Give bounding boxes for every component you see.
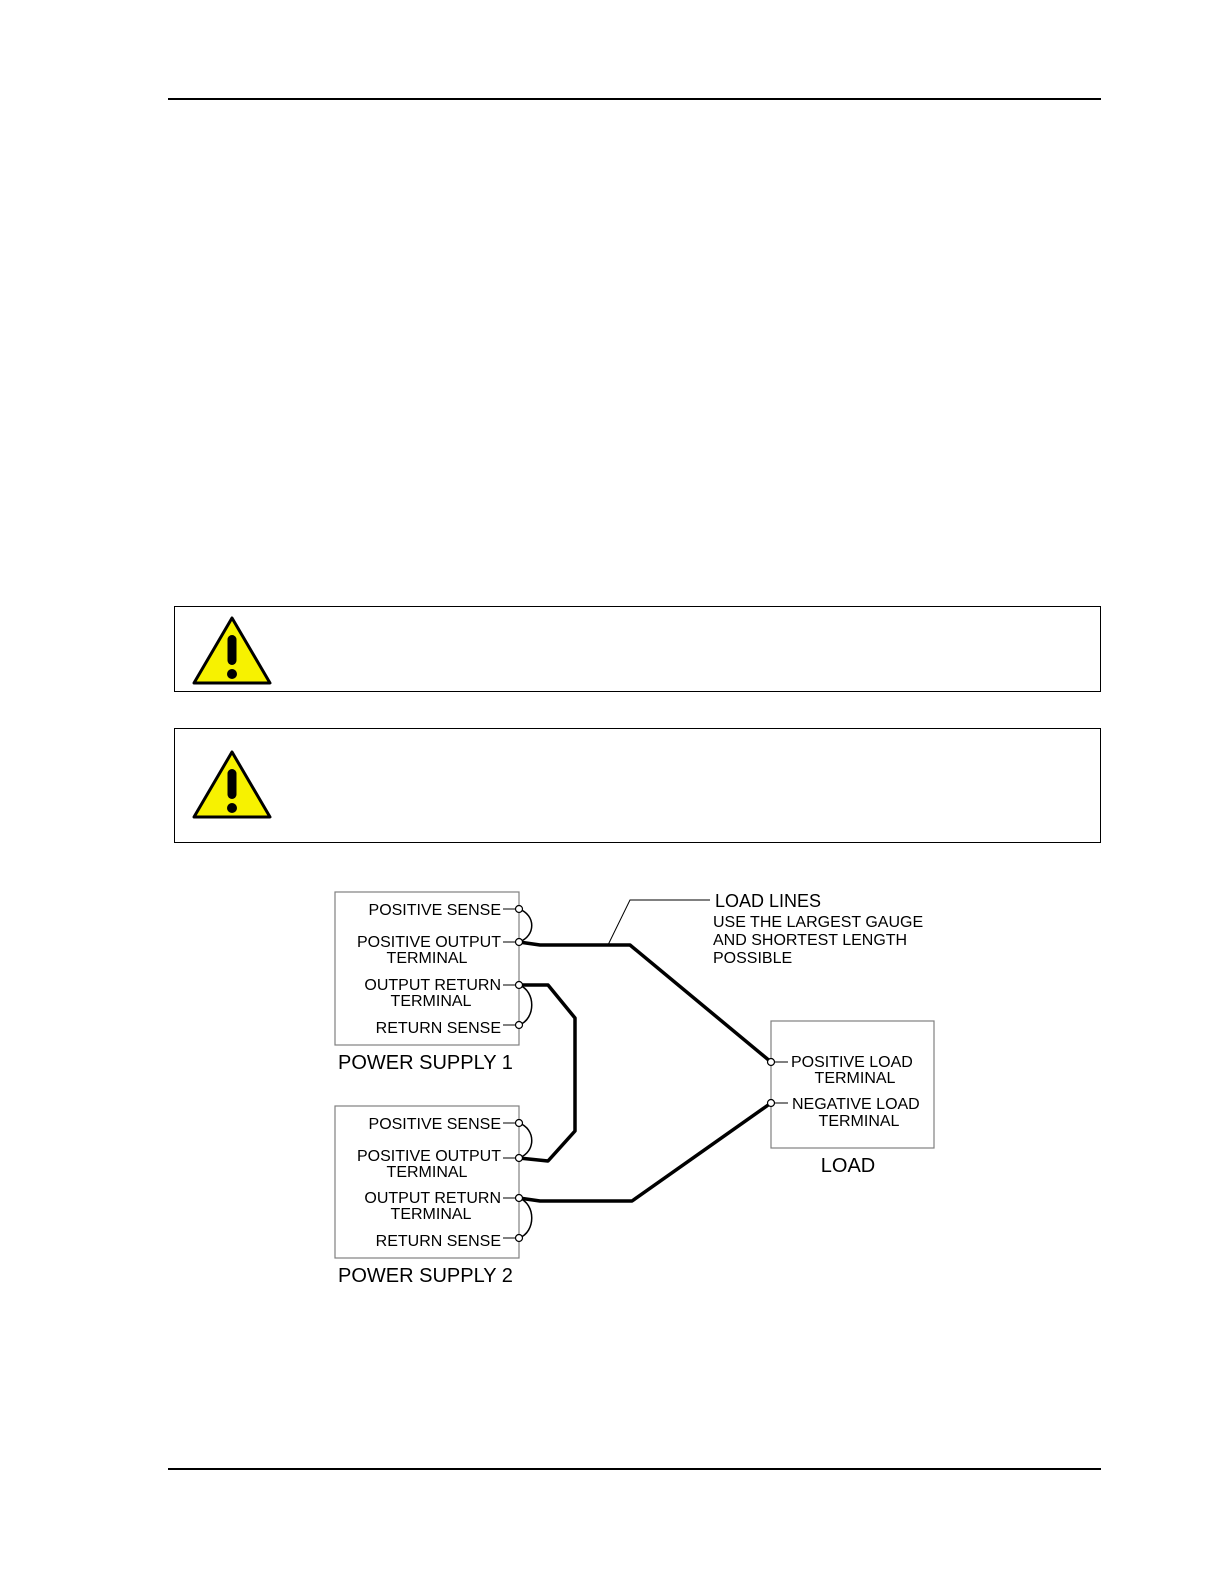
power-supply-1-title: POWER SUPPLY 1	[338, 1052, 513, 1074]
ps2-positive-output-label: POSITIVE OUTPUT	[356, 1148, 501, 1165]
footer-rule	[168, 1468, 1101, 1470]
power-supply-2-title: POWER SUPPLY 2	[338, 1265, 513, 1287]
ps1-positive-sense-label: POSITIVE SENSE	[368, 902, 501, 919]
ps2-output-return-label: OUTPUT RETURN	[364, 1190, 501, 1207]
series-link-line	[519, 985, 575, 1161]
load-lines-callout-line-1: USE THE LARGEST GAUGE	[713, 914, 924, 931]
ps2-positive-sense-label: POSITIVE SENSE	[368, 1116, 501, 1133]
ps2-output-return-label-2: TERMINAL	[390, 1206, 472, 1223]
positive-load-terminal-label-2: TERMINAL	[814, 1070, 896, 1087]
load-lines-callout-line-3: POSSIBLE	[713, 950, 793, 967]
negative-load-terminal-label-2: TERMINAL	[818, 1113, 900, 1130]
load-lines-callout-line-2: AND SHORTEST LENGTH	[713, 932, 908, 949]
ps2-positive-output-label-2: TERMINAL	[386, 1164, 468, 1181]
positive-load-terminal-label: POSITIVE LOAD	[791, 1054, 913, 1071]
ps1-output-return-label-2: TERMINAL	[390, 993, 472, 1010]
negative-load-terminal-label: NEGATIVE LOAD	[792, 1096, 920, 1113]
load-lines-callout-title: LOAD LINES	[715, 891, 822, 911]
ps1-return-sense-label: RETURN SENSE	[375, 1020, 501, 1037]
callout-leader	[608, 900, 710, 945]
ps1-output-return-label: OUTPUT RETURN	[364, 977, 501, 994]
ps1-positive-output-label-2: TERMINAL	[386, 950, 468, 967]
load-title: LOAD	[820, 1155, 876, 1177]
ps1-positive-output-label: POSITIVE OUTPUT	[356, 934, 501, 951]
ps2-return-sense-label: RETURN SENSE	[375, 1233, 501, 1250]
